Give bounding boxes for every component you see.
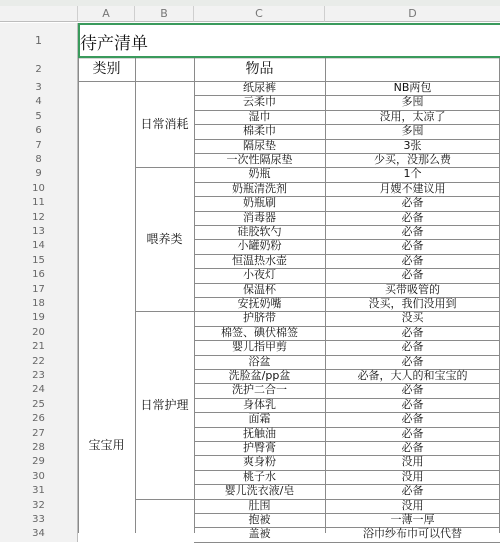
row-header[interactable]: 3 <box>0 81 78 95</box>
row-header[interactable]: 6 <box>0 124 78 138</box>
row-header[interactable]: 19 <box>0 311 78 325</box>
row-header[interactable]: 18 <box>0 297 78 311</box>
item-cell[interactable]: 浴盆 <box>248 354 271 368</box>
column-header-b[interactable]: B <box>135 6 194 22</box>
select-all-corner[interactable] <box>0 6 78 22</box>
item-cell[interactable]: 护脐带 <box>243 311 276 325</box>
row-header[interactable]: 25 <box>0 398 78 412</box>
grid-hline <box>135 311 194 312</box>
item-cell[interactable]: 消毒器 <box>243 210 276 224</box>
row-header[interactable]: 30 <box>0 470 78 484</box>
item-cell[interactable]: 棉柔巾 <box>243 124 276 138</box>
item-cell[interactable]: 洗护二合一 <box>232 383 287 397</box>
item-cell[interactable]: 护臀膏 <box>243 441 276 454</box>
grid-hline <box>135 499 194 500</box>
note-cell[interactable]: 3张 <box>403 138 422 152</box>
item-cell[interactable]: 纸尿裤 <box>243 81 276 94</box>
note-cell[interactable]: 必备 <box>401 354 424 368</box>
column-header-a[interactable]: A <box>78 6 135 22</box>
item-cell[interactable]: 奶瓶清洗剂 <box>232 181 287 195</box>
selected-cell-outline <box>78 23 500 58</box>
row-header[interactable]: 24 <box>0 383 78 397</box>
item-cell[interactable]: 婴儿指甲剪 <box>232 340 287 354</box>
grid-hline <box>135 81 194 82</box>
item-cell[interactable]: 身体乳 <box>243 397 276 411</box>
item-cell[interactable]: 小罐奶粉 <box>237 239 282 253</box>
item-cell[interactable]: 盖被 <box>248 527 271 541</box>
row-header[interactable]: 21 <box>0 340 78 354</box>
row-header[interactable]: 17 <box>0 283 78 297</box>
row-header[interactable]: 4 <box>0 95 78 109</box>
note-cell[interactable]: 少买，没那么费 <box>374 153 451 166</box>
item-cell[interactable]: 棉签、碘伏棉签 <box>221 325 298 339</box>
item-cell[interactable]: 小夜灯 <box>243 268 276 282</box>
note-cell[interactable]: 买带吸管的 <box>385 282 440 296</box>
row-header[interactable]: 23 <box>0 369 78 383</box>
row-header[interactable]: 28 <box>0 441 78 455</box>
row-header[interactable]: 26 <box>0 412 78 426</box>
row-header[interactable]: 11 <box>0 196 78 210</box>
row-header[interactable]: 29 <box>0 455 78 469</box>
row-header[interactable]: 31 <box>0 484 78 498</box>
row-header[interactable]: 10 <box>0 182 78 196</box>
item-cell[interactable]: 洗脸盆/pp盆 <box>228 369 291 382</box>
grid-hline <box>135 167 194 168</box>
note-cell[interactable]: 没买 <box>401 311 424 325</box>
sheet-title[interactable]: 待产清单 <box>80 34 148 54</box>
item-cell[interactable]: 面霜 <box>248 412 271 426</box>
note-cell[interactable]: 必备 <box>401 210 424 224</box>
row-header[interactable]: 32 <box>0 499 78 513</box>
item-cell[interactable]: 一次性隔尿垫 <box>226 153 293 166</box>
note-cell[interactable]: 必备 <box>401 239 424 253</box>
note-cell[interactable]: 必备 <box>401 196 424 210</box>
row-header[interactable]: 8 <box>0 153 78 167</box>
row-header[interactable]: 33 <box>0 513 78 527</box>
note-cell[interactable]: 必备 <box>401 397 424 411</box>
row-header[interactable]: 16 <box>0 268 78 282</box>
note-cell[interactable]: 没买，我们没用到 <box>368 297 457 310</box>
note-cell[interactable]: 没用 <box>401 469 424 483</box>
note-cell[interactable]: 多囤 <box>401 95 424 109</box>
note-cell[interactable]: 一薄一厚 <box>390 513 435 526</box>
note-cell[interactable]: 必备 <box>401 268 424 282</box>
item-cell[interactable]: 隔尿垫 <box>243 138 276 152</box>
item-cell[interactable]: 硅胶软勺 <box>237 225 282 238</box>
note-cell[interactable]: 没用，太凉了 <box>379 109 446 123</box>
note-cell[interactable]: 必备 <box>401 441 424 454</box>
row-header[interactable]: 5 <box>0 110 78 124</box>
note-cell[interactable]: 必备 <box>401 426 424 440</box>
row-header[interactable]: 7 <box>0 139 78 153</box>
note-cell[interactable]: 1个 <box>403 167 422 181</box>
item-cell[interactable]: 桃子水 <box>243 469 276 483</box>
note-cell[interactable]: 必备 <box>401 253 424 267</box>
note-cell[interactable]: 月嫂不建议用 <box>379 181 446 195</box>
note-cell[interactable]: 浴巾纱布巾可以代替 <box>363 527 462 541</box>
row-header[interactable]: 22 <box>0 355 78 369</box>
note-cell[interactable]: 必备 <box>401 484 424 498</box>
note-cell[interactable]: 必备 <box>401 225 424 238</box>
note-cell[interactable]: 必备，大人的和宝宝的 <box>357 369 468 382</box>
note-cell[interactable]: 必备 <box>401 325 424 339</box>
row-header[interactable]: 34 <box>0 527 78 541</box>
row-header[interactable]: 9 <box>0 167 78 181</box>
note-cell[interactable]: 必备 <box>401 383 424 397</box>
column-header-c[interactable]: C <box>194 6 325 22</box>
item-cell[interactable]: 抚触油 <box>243 426 276 440</box>
row-header[interactable]: 15 <box>0 254 78 268</box>
note-cell[interactable]: 必备 <box>401 340 424 354</box>
category-label[interactable]: 日常消耗 <box>140 117 189 132</box>
item-cell[interactable]: 保温杯 <box>243 282 276 296</box>
item-cell[interactable]: 奶瓶 <box>248 167 271 181</box>
note-cell[interactable]: 必备 <box>401 412 424 426</box>
row-header[interactable]: 13 <box>0 225 78 239</box>
item-cell[interactable]: 奶瓶刷 <box>243 196 276 210</box>
item-cell[interactable]: 爽身粉 <box>243 455 276 469</box>
note-cell[interactable]: 没用 <box>401 455 424 469</box>
note-cell[interactable]: 没用 <box>401 498 424 512</box>
row-header[interactable]: 27 <box>0 427 78 441</box>
item-cell[interactable]: 湿巾 <box>248 109 271 123</box>
item-cell[interactable]: 抱被 <box>248 513 271 526</box>
row-header[interactable]: 2 <box>0 58 78 81</box>
item-cell[interactable]: 肚围 <box>248 498 271 512</box>
row-header[interactable]: 20 <box>0 326 78 340</box>
row-header[interactable]: 1 <box>0 23 78 58</box>
grid-vline <box>78 58 79 533</box>
group-label[interactable]: 宝宝用 <box>88 438 125 452</box>
category-label[interactable]: 喂养类 <box>146 232 183 247</box>
note-cell[interactable]: 多囤 <box>401 124 424 138</box>
item-cell[interactable]: 恒温热水壶 <box>232 253 287 267</box>
row-header[interactable]: 12 <box>0 211 78 225</box>
header-item[interactable]: 物品 <box>245 61 274 77</box>
item-cell[interactable]: 安抚奶嘴 <box>237 297 282 310</box>
header-category[interactable]: 类别 <box>92 61 121 77</box>
column-header-d[interactable]: D <box>325 6 500 22</box>
note-cell[interactable]: NB两包 <box>393 81 432 94</box>
category-label[interactable]: 日常护理 <box>140 398 189 412</box>
item-cell[interactable]: 婴儿洗衣液/皂 <box>224 484 295 498</box>
item-cell[interactable]: 云柔巾 <box>243 95 276 109</box>
row-header[interactable]: 14 <box>0 239 78 253</box>
